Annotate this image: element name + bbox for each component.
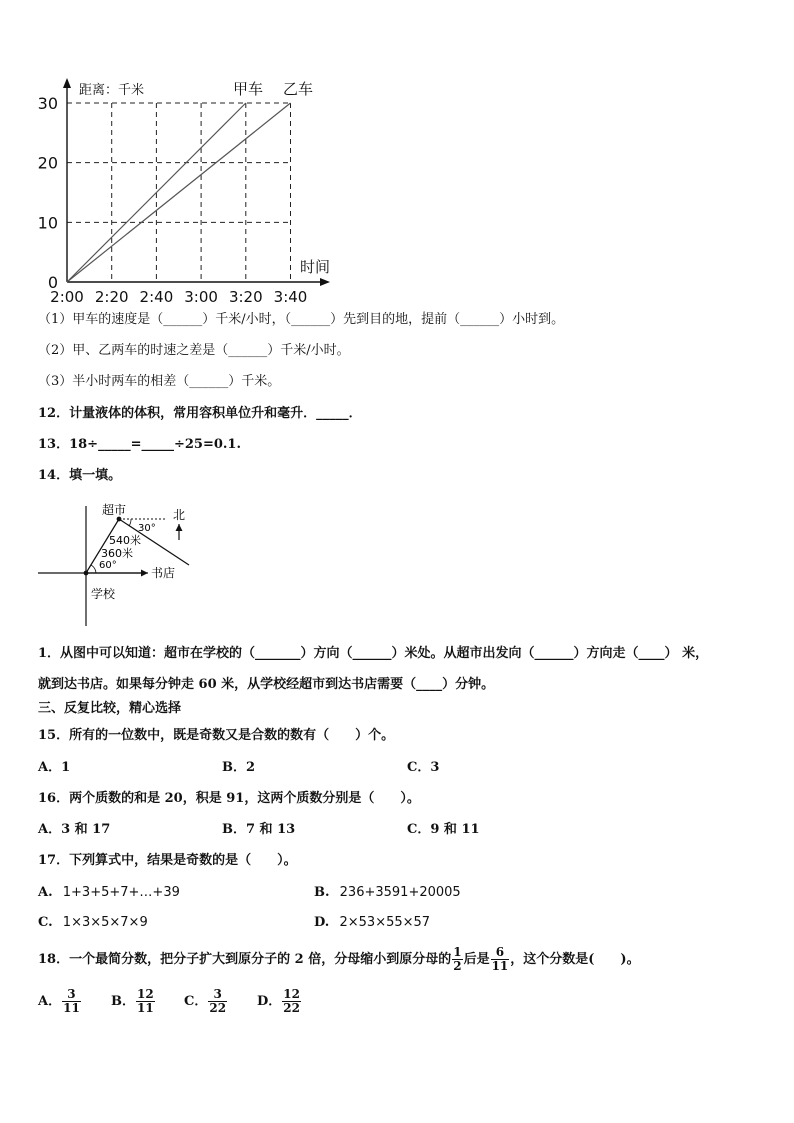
q18-option-d <box>257 988 302 1015</box>
x-tick-label-0: 2:00 <box>50 288 84 306</box>
q18-option-d-numerator: 12 <box>283 987 300 1001</box>
q18-half-denominator: 2 <box>453 959 462 973</box>
q16-stem: 16．两个质数的和是 20，积是 91，这两个质数分别是（ ）。 <box>38 791 420 806</box>
series-label-1: 甲车 <box>232 80 264 98</box>
q17-option-a-label: A. <box>38 885 53 900</box>
y-tick-label-3: 30 <box>37 94 58 113</box>
x-tick-label-4: 3:20 <box>228 288 263 306</box>
q18-option-a-denominator: 11 <box>63 1001 80 1015</box>
q18-option-c-fraction <box>208 988 227 1015</box>
q11-sub1: （1）甲车的速度是（______）千米/小时，（______）先到目的地，提前（______）小时到。 <box>38 312 565 327</box>
q18-option-c-label: C． <box>184 994 208 1009</box>
q18-option-b <box>111 988 156 1015</box>
q17-option-c <box>38 914 148 932</box>
q18-option-b-label: B． <box>111 994 135 1009</box>
series-line-2 <box>67 103 291 282</box>
y-axis-title: 距离：千米 <box>79 83 145 98</box>
distance-540-label: 540米 <box>109 534 141 547</box>
q18-stem-part-c: ，这个分数是( )。 <box>510 952 640 967</box>
q14-title: 14．填一填。 <box>38 468 122 483</box>
school-dot <box>84 571 89 576</box>
q18-option-a-label: A． <box>38 994 62 1009</box>
supermarket-label: 超市 <box>102 503 127 517</box>
q18-result-numerator: 6 <box>491 946 510 960</box>
q18-stem-part-a: 18．一个最简分数，把分子扩大到原分子的 2 倍，分母缩小到原分母的 <box>38 952 452 967</box>
q18-stem <box>38 946 640 973</box>
x-axis-title: 时间 <box>300 258 331 276</box>
x-tick-label-2: 2:40 <box>139 288 174 306</box>
q18-option-c-numerator: 3 <box>208 988 227 1002</box>
north-label: 北 <box>173 508 186 522</box>
y-tick-label-0: 0 <box>47 273 58 292</box>
q18-option-a-numerator: 3 <box>62 988 81 1002</box>
q16-option-c: C．9 和 11 <box>407 822 480 837</box>
q18-option-a <box>38 988 82 1015</box>
q18-half-numerator: 1 <box>453 945 462 959</box>
q17-option-d-expr: 2×53×55×57 <box>339 915 431 930</box>
q17-option-a <box>38 884 180 902</box>
q17-option-a-expr: 1+3+5+7+…+39 <box>62 885 180 900</box>
q18-fraction-half <box>452 946 462 973</box>
q18-option-c-denominator: 22 <box>209 1001 227 1015</box>
q18-option-d-label: D． <box>257 994 282 1009</box>
q15-option-b: B．2 <box>222 760 256 775</box>
q11-sub2: （2）甲、乙两车的时速之差是（______）千米/小时。 <box>38 343 350 358</box>
x-tick-label-5: 3:40 <box>273 288 308 306</box>
bookstore-label: 书店 <box>151 566 176 580</box>
angle-60-label: 60° <box>99 560 117 571</box>
y-tick-label-2: 20 <box>37 153 58 173</box>
q16-option-b: B．7 和 13 <box>222 822 296 837</box>
q18-option-d-fraction <box>282 988 301 1015</box>
q13-text: 13．18÷_____=_____÷25=0.1. <box>38 437 241 452</box>
q14-sub1-line2: 就到达书店。如果每分钟走 60 米，从学校经超市到达书店需要（____）分钟。 <box>38 677 495 692</box>
distance-time-chart <box>0 0 794 312</box>
q16-option-a: A．3 和 17 <box>38 822 111 837</box>
q17-option-d-label: D. <box>314 915 330 930</box>
y-axis-arrow <box>63 78 71 88</box>
x-axis-arrow <box>320 278 330 286</box>
x-tick-label-3: 3:00 <box>184 288 218 306</box>
q14-sub1-line1: 1．从图中可以知道：超市在学校的（_______）方向（______）米处。从超市出发向（______）方向走（____） 米， <box>38 646 709 661</box>
q18-option-b-numerator: 12 <box>137 987 154 1001</box>
angle-30-label: 30° <box>138 523 156 534</box>
y-tick-label-1: 10 <box>37 213 58 233</box>
q17-option-b-label: B. <box>314 885 330 900</box>
school-label: 学校 <box>91 587 116 601</box>
section-3-title: 三、反复比较，精心选择 <box>38 701 182 716</box>
x-tick-label-1: 2:20 <box>94 288 129 306</box>
q18-stem-part-b: 后是 <box>463 952 490 967</box>
q18-fraction-result <box>491 946 510 973</box>
q17-stem: 17．下列算式中，结果是奇数的是（ ）。 <box>38 853 297 868</box>
q17-option-b <box>314 884 461 902</box>
series-label-2: 乙车 <box>282 80 314 98</box>
q18-option-d-denominator: 22 <box>283 1001 300 1015</box>
q17-option-d <box>314 914 430 932</box>
q12-text: 12．计量液体的体积，常用容积单位升和毫升．_____． <box>38 406 362 421</box>
q18-option-c <box>184 988 228 1015</box>
series-line-1 <box>67 103 246 282</box>
q15-option-a: A．1 <box>38 760 71 775</box>
q11-sub3: （3）半小时两车的相差（______）千米。 <box>38 374 281 389</box>
direction-map <box>30 500 290 630</box>
supermarket-dot <box>117 517 122 522</box>
distance-360-label: 360米 <box>101 547 133 560</box>
q18-option-b-denominator: 11 <box>137 1001 154 1015</box>
q18-option-b-fraction <box>136 988 155 1015</box>
angle-arc-30 <box>129 519 131 526</box>
q15-option-c: C．3 <box>407 760 440 775</box>
q15-stem: 15．所有的一位数中，既是奇数又是合数的数有（ ）个。 <box>38 728 395 743</box>
q17-option-c-expr: 1×3×5×7×9 <box>62 915 148 930</box>
q18-result-denominator: 11 <box>491 959 509 973</box>
q18-option-a-fraction <box>62 988 81 1015</box>
q17-option-c-label: C. <box>38 915 53 930</box>
angle-arc-60 <box>91 565 96 573</box>
q17-option-b-expr: 236+3591+20005 <box>339 885 461 900</box>
